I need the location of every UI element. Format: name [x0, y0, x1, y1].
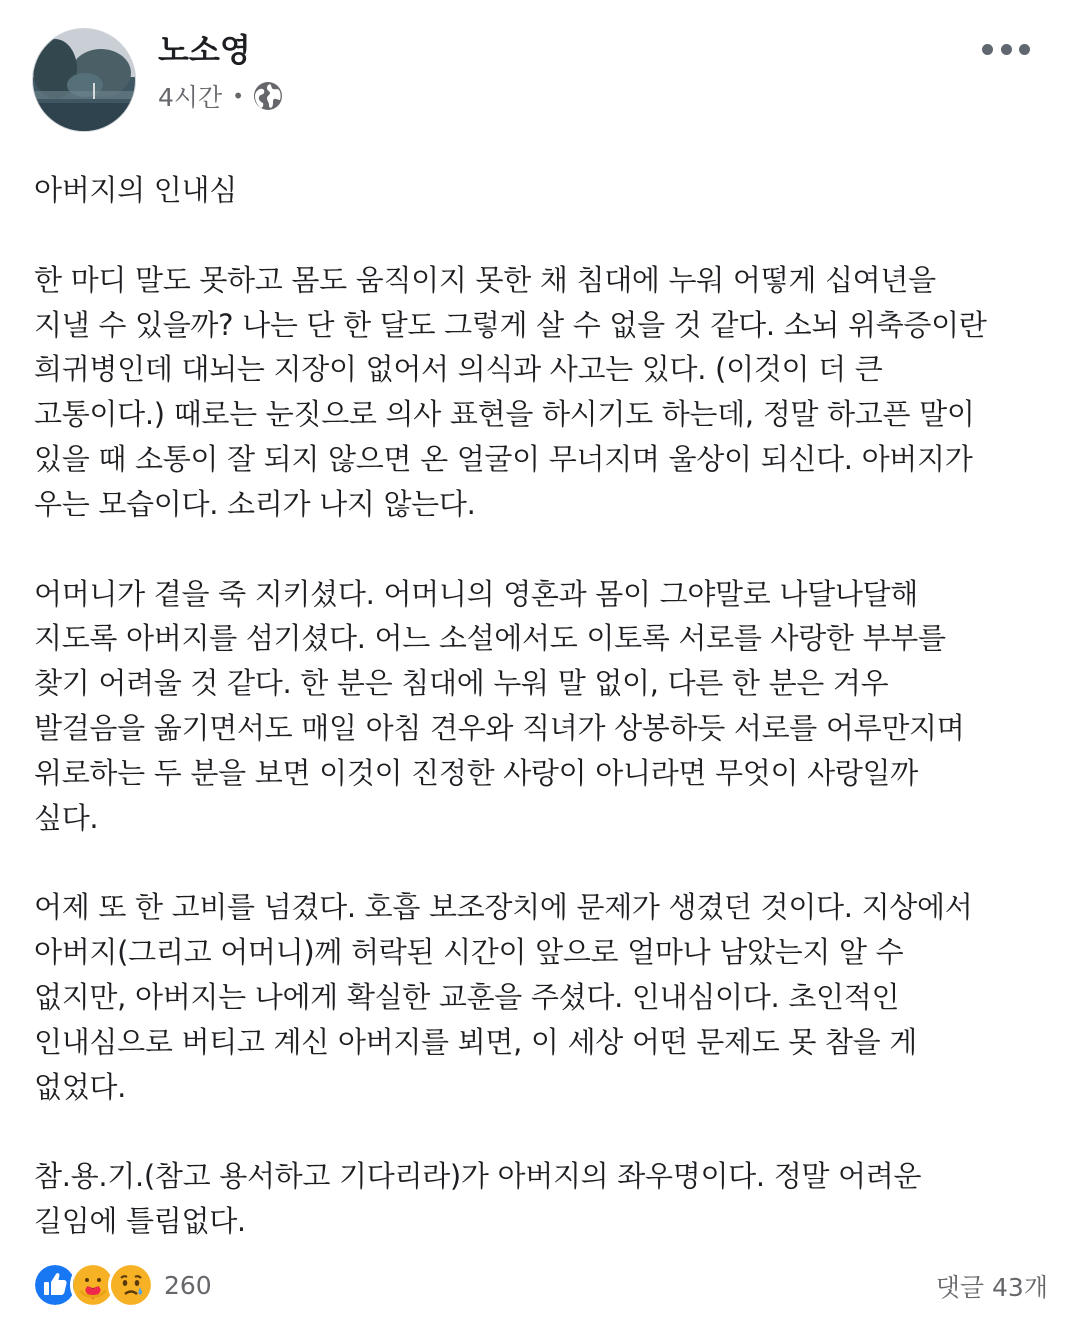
- more-dot: [1001, 44, 1012, 55]
- post-line: 인내심으로 버티고 계신 아버지를 뵈면, 이 세상 어떤 문제도 못 참을 게: [34, 1024, 918, 1059]
- post-line: 우는 모습이다. 소리가 나지 않는다.: [34, 486, 476, 521]
- post-body: [34, 168, 1054, 1244]
- post-line: 발걸음을 옮기면서도 매일 아침 견우와 직녀가 상봉하듯 서로를 어루만지며: [34, 710, 965, 745]
- more-dot: [982, 44, 993, 55]
- meta-separator: •: [232, 84, 245, 108]
- paragraph-gap: [34, 1109, 1054, 1154]
- paragraph-gap: [34, 213, 1054, 258]
- avatar[interactable]: [32, 28, 136, 132]
- reaction-count[interactable]: 260: [164, 1270, 212, 1300]
- paragraph-gap: [34, 840, 1054, 885]
- post-line: 찾기 어려울 것 같다. 한 분은 침대에 누워 말 없이, 다른 한 분은 겨우: [34, 666, 889, 701]
- paragraph-gap: [34, 527, 1054, 572]
- globe-icon[interactable]: [252, 80, 284, 112]
- post-line: 없지만, 아버지는 나에게 확실한 교훈을 주셨다. 인내심이다. 초인적인: [34, 979, 900, 1014]
- comment-count[interactable]: 댓글 43개: [935, 1273, 1048, 1302]
- post-footer: [32, 1262, 1048, 1308]
- post-line: 지도록 아버지를 섬기셨다. 어느 소설에서도 이토록 서로를 사랑한 부부를: [34, 621, 946, 656]
- post-line: 있을 때 소통이 잘 되지 않으면 온 얼굴이 무너지며 울상이 되신다. 아버지가: [34, 441, 973, 476]
- post-meta: [158, 80, 284, 112]
- more-dot: [1019, 44, 1030, 55]
- post-line: 아버지(그리고 어머니)께 허락된 시간이 앞으로 얼마나 남았는지 알 수: [34, 935, 904, 970]
- post-line: 참.용.기.(참고 용서하고 기다리라)가 아버지의 좌우명이다. 정말 어려운: [34, 1159, 922, 1194]
- sad-reaction-icon: [108, 1262, 154, 1308]
- post-line: 지낼 수 있을까? 나는 단 한 달도 그렇게 살 수 없을 것 같다. 소뇌 위축증이란: [34, 307, 987, 342]
- post-title: 아버지의 인내심: [34, 173, 237, 207]
- author-name[interactable]: 노소영: [158, 31, 251, 69]
- post-line: 어머니가 곁을 죽 지키셨다. 어머니의 영혼과 몸이 그야말로 나달나달해: [34, 576, 918, 611]
- post-line: 고통이다.) 때로는 눈짓으로 의사 표현을 하시기도 하는데, 정말 하고픈 말이: [34, 397, 975, 432]
- post-line: 없었다.: [34, 1069, 127, 1104]
- post-line: 어제 또 한 고비를 넘겼다. 호흡 보조장치에 문제가 생겼던 것이다. 지상에서: [34, 890, 973, 925]
- post-time[interactable]: 4시간: [158, 83, 223, 112]
- more-options-icon[interactable]: [982, 36, 1030, 62]
- reactions-summary[interactable]: [32, 1262, 212, 1308]
- post-line: 위로하는 두 분을 보면 이것이 진정한 사랑이 아니라면 무엇이 사랑일까: [34, 755, 918, 790]
- avatar-photo-icon: [33, 29, 136, 132]
- post-line: 희귀병인데 대뇌는 지장이 없어서 의식과 사고는 있다. (이것이 더 큰: [34, 352, 883, 387]
- post-line: 싶다.: [34, 800, 99, 835]
- post-header: [32, 28, 1048, 133]
- post-line: 한 마디 말도 못하고 몸도 움직이지 못한 채 침대에 누워 어떻게 십여년을: [34, 262, 936, 297]
- post-line: 길임에 틀림없다.: [34, 1204, 246, 1239]
